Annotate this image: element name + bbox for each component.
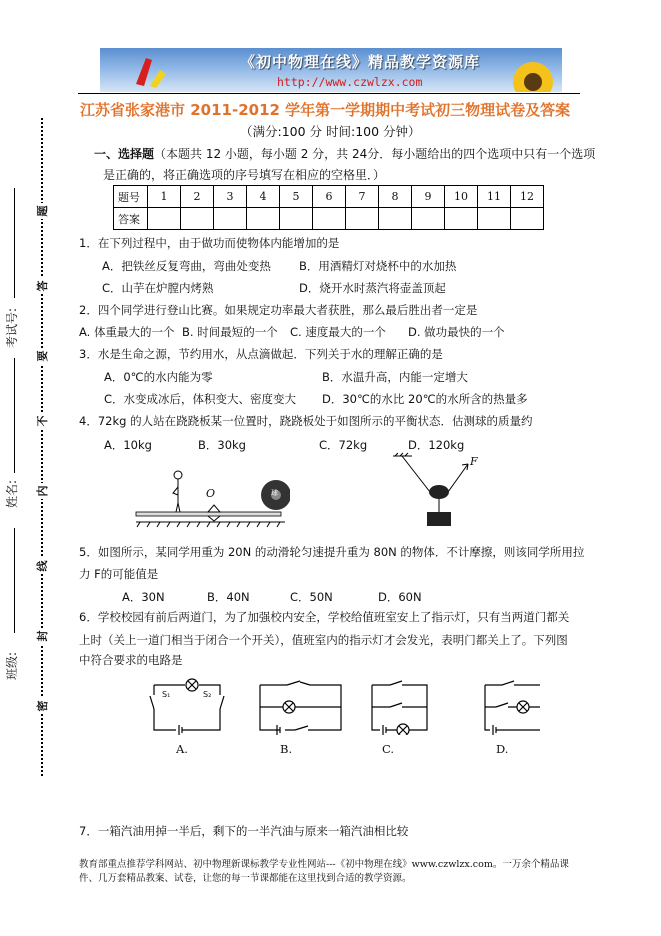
name-field[interactable]	[14, 358, 15, 473]
option: B．30kg	[198, 438, 246, 452]
option: D．120kg	[408, 438, 465, 452]
question-5-stem: 5．如图所示，某同学用重为 20N 的动滑轮匀速提升重为 80N 的物体．不计摩擦，则该同学所用拉	[79, 545, 585, 559]
table-cell: 11	[478, 186, 511, 208]
name-label: 姓名:	[5, 479, 19, 508]
option: B．用酒精灯对烧杯中的水加热	[299, 259, 457, 273]
answer-table	[113, 185, 544, 230]
answer-cell[interactable]	[247, 208, 280, 230]
table-cell: 4	[247, 186, 280, 208]
option: D．30℃的水比 20℃的水所含的热量多	[322, 392, 528, 406]
question-6-stem-2: 上时（关上一道门相当于闭合一个开关），值班室内的指示灯才会发光，表明门都关上了。下列图	[79, 633, 568, 647]
header-banner	[100, 48, 562, 92]
question-1-stem: 1．在下列过程中，由于做功而使物体内能增加的是	[79, 236, 340, 250]
table-cell: 5	[280, 186, 313, 208]
table-cell: 8	[379, 186, 412, 208]
class-field[interactable]	[14, 528, 15, 633]
question-7-stem: 7．一箱汽油用掉一半后，剩下的一半汽油与原来一箱汽油相比较	[79, 824, 409, 838]
switch-label: S₂	[203, 690, 212, 699]
table-cell: 6	[313, 186, 346, 208]
seal-char: 不	[34, 413, 50, 429]
answer-cell[interactable]	[445, 208, 478, 230]
circuit-diagrams	[140, 675, 540, 735]
sunflower-icon	[505, 56, 561, 92]
answer-cell[interactable]	[280, 208, 313, 230]
answer-cell[interactable]	[511, 208, 544, 230]
option: A．把铁丝反复弯曲，弯曲处变热	[102, 259, 271, 273]
header-rule	[78, 93, 580, 94]
question-3-stem: 3．水是生命之源，节约用水，从点滴做起．下列关于水的理解正确的是	[79, 347, 443, 361]
answer-cell[interactable]	[148, 208, 181, 230]
exam-info: （满分:100 分 时间:100 分钟）	[240, 124, 421, 139]
seal-char: 要	[34, 348, 50, 364]
table-row-numbers	[114, 186, 544, 208]
answer-cell[interactable]	[181, 208, 214, 230]
section-description: （本题共 12 小题，每小题 2 分，共 24分．每小题给出的四个选项中只有一个选项	[154, 147, 596, 161]
option: C．50N	[290, 590, 333, 604]
table-cell: 9	[412, 186, 445, 208]
seal-char: 线	[34, 558, 50, 574]
question-6-stem: 6．学校校园有前后两道门，为了加强校内安全，学校给值班室安上了指示灯，只有当两道门都关	[79, 610, 570, 624]
table-cell: 12	[511, 186, 544, 208]
question-6-stem-3: 中符合要求的电路是	[79, 653, 183, 667]
answer-cell[interactable]	[412, 208, 445, 230]
class-label: 班级:	[5, 651, 19, 680]
option: D．60N	[378, 590, 422, 604]
option: B．水温升高，内能一定增大	[322, 370, 468, 384]
answer-cell[interactable]	[379, 208, 412, 230]
answer-cell[interactable]	[346, 208, 379, 230]
option: C．山芋在炉膛内烤熟	[102, 281, 214, 295]
section-description-2: 是正确的，将正确选项的序号填写在相应的空格里．）	[103, 168, 386, 182]
seal-char: 封	[34, 628, 50, 644]
pivot-label: O	[206, 487, 216, 500]
banner-url: http://www.czwlzx.com	[277, 75, 423, 89]
footer-line-2: 件、几万套精品教案、试卷，让您的每一节课都能在这里找到合适的教学资源。	[79, 873, 412, 884]
option: A．0℃的水内能为零	[104, 370, 213, 384]
option: C．水变成冰后，体积变大、密度变大	[104, 392, 297, 406]
page-title: 江苏省张家港市 2011-2012 学年第一学期期中考试初三物理试卷及答案	[80, 101, 571, 119]
option: A．10kg	[104, 438, 152, 452]
option: C．72kg	[319, 438, 368, 452]
table-cell: 1	[148, 186, 181, 208]
circuit-label-c: C.	[382, 742, 395, 756]
seal-char: 题	[34, 203, 50, 219]
answer-cell[interactable]	[214, 208, 247, 230]
seal-char: 答	[34, 278, 50, 294]
switch-label: S₁	[162, 690, 171, 699]
table-cell: 3	[214, 186, 247, 208]
table-row-answers	[114, 208, 544, 230]
option: B. 时间最短的一个	[182, 325, 278, 339]
seal-char: 密	[34, 698, 50, 714]
question-2-stem: 2．四个同学进行登山比赛。如果规定功率最大者获胜，那么最后胜出者一定是	[79, 303, 478, 317]
table-cell: 7	[346, 186, 379, 208]
table-cell: 2	[181, 186, 214, 208]
section-heading: 一、选择题	[94, 147, 155, 161]
header-label: 题号	[114, 186, 148, 208]
option: A．30N	[122, 590, 165, 604]
option: B．40N	[207, 590, 250, 604]
seal-char: 内	[34, 483, 50, 499]
question-5-stem-2: 力 F的可能值是	[79, 567, 159, 581]
footer-line-1: 教育部重点推荐学科网站、初中物理新课标教学专业性网站---《初中物理在线》www.czwlzx.com。一万余个精品课	[79, 859, 569, 870]
force-label: F	[470, 455, 478, 468]
ball-label: 球	[271, 489, 278, 497]
section-heading-line	[94, 145, 595, 162]
answer-cell[interactable]	[313, 208, 346, 230]
question-4-stem: 4．72kg 的人站在跷跷板某一位置时，跷跷板处于如图所示的平衡状态．估测球的质量约	[79, 414, 533, 428]
option: C. 速度最大的一个	[290, 325, 386, 339]
circuit-label-d: D.	[496, 742, 509, 756]
option: A. 体重最大的一个	[79, 325, 175, 339]
circuit-label-a: A.	[176, 742, 188, 756]
answer-cell[interactable]	[478, 208, 511, 230]
option: D. 做功最快的一个	[408, 325, 505, 339]
exam-number-label: 考试号:	[5, 307, 19, 348]
banner-title: 《初中物理在线》精品教学资源库	[240, 53, 481, 71]
exam-number-field[interactable]	[14, 188, 15, 298]
table-cell: 10	[445, 186, 478, 208]
option: D．烧开水时蒸汽将壶盖顶起	[299, 281, 446, 295]
circuit-label-b: B.	[280, 742, 293, 756]
site-logo-icon	[130, 54, 170, 90]
answer-label: 答案	[114, 208, 148, 230]
